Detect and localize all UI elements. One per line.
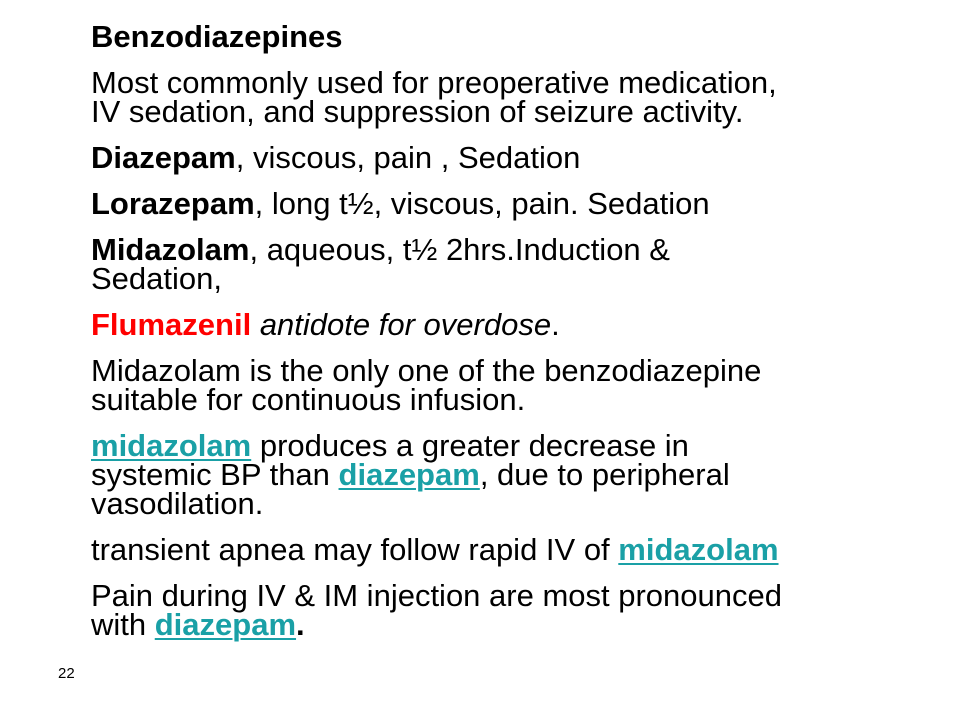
- flumazenil-desc: antidote for overdose: [251, 307, 552, 342]
- pain-line-2-start: with: [91, 607, 155, 642]
- apnea-line: [91, 532, 951, 567]
- diazepam-desc: , viscous, pain , Sedation: [235, 140, 581, 175]
- lorazepam-paragraph: [91, 186, 951, 221]
- midazolam-line-1: [91, 232, 951, 267]
- bp-line-1: [91, 428, 951, 463]
- midazolam-link[interactable]: midazolam: [91, 428, 252, 463]
- apnea-paragraph: [91, 532, 951, 567]
- midazolam-desc: , aqueous, t½ 2hrs.Induction &: [249, 232, 670, 267]
- midazolam-line-2: Sedation,: [91, 261, 222, 296]
- infusion-line-2: suitable for continuous infusion.: [91, 382, 526, 417]
- midazolam-link-apnea[interactable]: midazolam: [618, 532, 779, 567]
- bp-line-1-text: produces a greater decrease in: [251, 428, 689, 463]
- midazolam-paragraph: [91, 232, 951, 296]
- pain-end: .: [296, 607, 305, 642]
- page-number: 22: [58, 665, 75, 682]
- flumazenil-period: .: [551, 307, 560, 342]
- bp-line-2-start: systemic BP than: [91, 457, 339, 492]
- pain-line-2: [91, 607, 951, 642]
- bp-line-2: [91, 457, 951, 492]
- intro-paragraph: [91, 65, 951, 129]
- slide-content: [91, 19, 951, 656]
- title-paragraph: [91, 19, 951, 54]
- diazepam-link-pain[interactable]: diazepam: [154, 607, 297, 642]
- diazepam-link[interactable]: diazepam: [338, 457, 480, 492]
- intro-line-2: IV sedation, and suppression of seizure activity.: [91, 94, 744, 129]
- pain-paragraph: [91, 578, 951, 642]
- diazepam-name: Diazepam: [91, 140, 236, 175]
- flumazenil-paragraph: [91, 307, 951, 342]
- bp-line-3: vasodilation.: [91, 486, 264, 521]
- lorazepam-name: Lorazepam: [91, 186, 255, 221]
- bp-paragraph: [91, 428, 951, 521]
- apnea-text: transient apnea may follow rapid IV of: [91, 532, 619, 567]
- bp-line-2-end: , due to peripheral: [479, 457, 730, 492]
- midazolam-name: Midazolam: [91, 232, 250, 267]
- diazepam-line: [91, 140, 951, 175]
- intro-line-1: Most commonly used for preoperative medication,: [91, 65, 777, 100]
- flumazenil-line: [91, 307, 951, 342]
- infusion-line-1: Midazolam is the only one of the benzodiazepine: [91, 353, 762, 388]
- infusion-paragraph: [91, 353, 951, 417]
- lorazepam-line: [91, 186, 951, 221]
- lorazepam-desc: , long t½, viscous, pain. Sedation: [254, 186, 710, 221]
- slide-title: Benzodiazepines: [91, 19, 343, 54]
- diazepam-paragraph: [91, 140, 951, 175]
- flumazenil-name: Flumazenil: [91, 307, 252, 342]
- pain-line-1: Pain during IV & IM injection are most pronounced: [91, 578, 782, 613]
